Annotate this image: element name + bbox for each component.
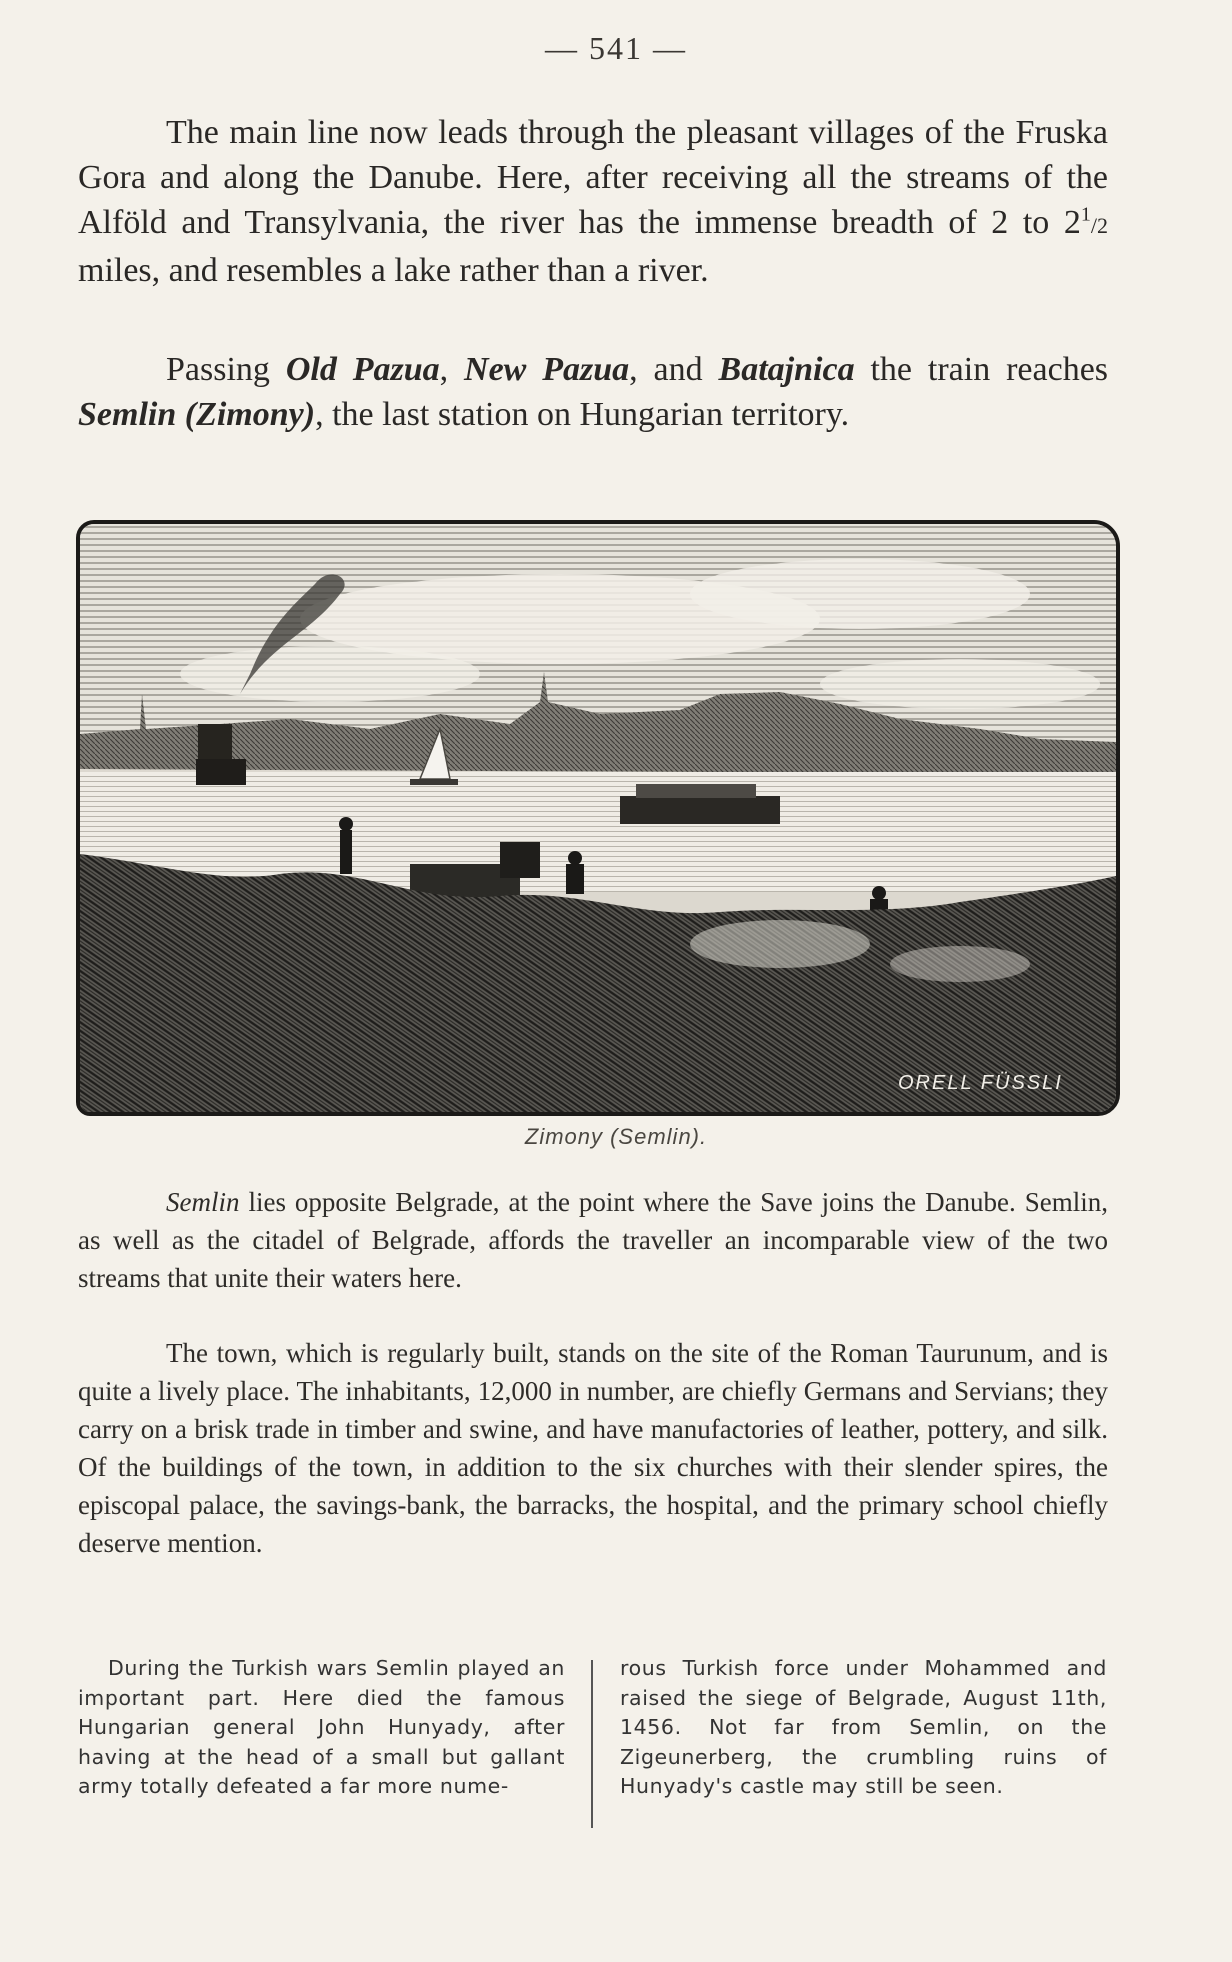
place-name: New Pazua — [464, 351, 630, 388]
footnote-left-column: During the Turkish wars Semlin played an important part. Here died the famous Hungarian general John Hunyady, after having at the head of a small but gallant army totally defeated a far more nume- — [78, 1656, 565, 1798]
place-name: Semlin (Zimony) — [78, 396, 316, 433]
text-segment: Passing — [166, 351, 286, 388]
figure-caption: Zimony (Semlin). — [524, 1124, 708, 1149]
column-divider — [591, 1660, 593, 1828]
engraving-illustration — [80, 524, 1116, 1112]
paragraph-danube-end: miles, and resembles a lake rather than a river. — [78, 252, 709, 289]
engraver-signature: ORELL FÜSSLI — [898, 1072, 1063, 1094]
place-name: Old Pazua — [285, 351, 440, 388]
text-segment: , the last station on Hungarian territory. — [315, 396, 850, 433]
text-segment: , and — [629, 351, 719, 388]
paragraph-danube — [78, 110, 1108, 293]
text-segment: , — [439, 351, 465, 388]
footnote-right-column: rous Turkish force under Mohammed and raised the siege of Belgrade, August 11th, 1456. Not far from Semlin, on the Zigeunerberg, the crumbling ruins of Hunyady's castle may still be seen. — [620, 1656, 1107, 1798]
paragraph-town: The town, which is regularly built, stands on the site of the Roman Taurunum, and is quite a lively place. The inhabitants, 12,000 in number, are chiefly Germans and Servians; they carry on a brisk trade in timber and swine, and have manufactories of leather, pottery, and silk. Of the buildings of the town, in addition to the six churches with their slender spires, the episcopal palace, the savings-bank, the barracks, the hospital, and the primary school chiefly deserve mention. — [78, 1338, 1108, 1558]
paragraph-semlin — [78, 1183, 1108, 1297]
place-name: Batajnica — [718, 351, 855, 388]
paragraph-stations — [78, 347, 1108, 437]
text-segment: lies opposite Belgrade, at the point where the Save joins the Danube. Semlin, as well as the citadel of Belgrade, affords the traveller an incomparable view of the two streams that unite their waters here. — [78, 1187, 1108, 1293]
fraction-numerator: 1 — [1080, 203, 1091, 226]
engraving-zimony — [76, 520, 1120, 1116]
fraction-denominator: /2 — [1090, 213, 1108, 238]
page-number: — 541 — — [545, 30, 687, 66]
place-name: Semlin — [166, 1187, 240, 1217]
paragraph-danube-text: The main line now leads through the pleasant villages of the Fruska Gora and along the Danube. Here, after receiving all the streams of the Alföld and Transylvania, the river has the immense breadth of 2 to 2 — [78, 114, 1108, 241]
text-segment: the train reaches — [854, 351, 1109, 388]
